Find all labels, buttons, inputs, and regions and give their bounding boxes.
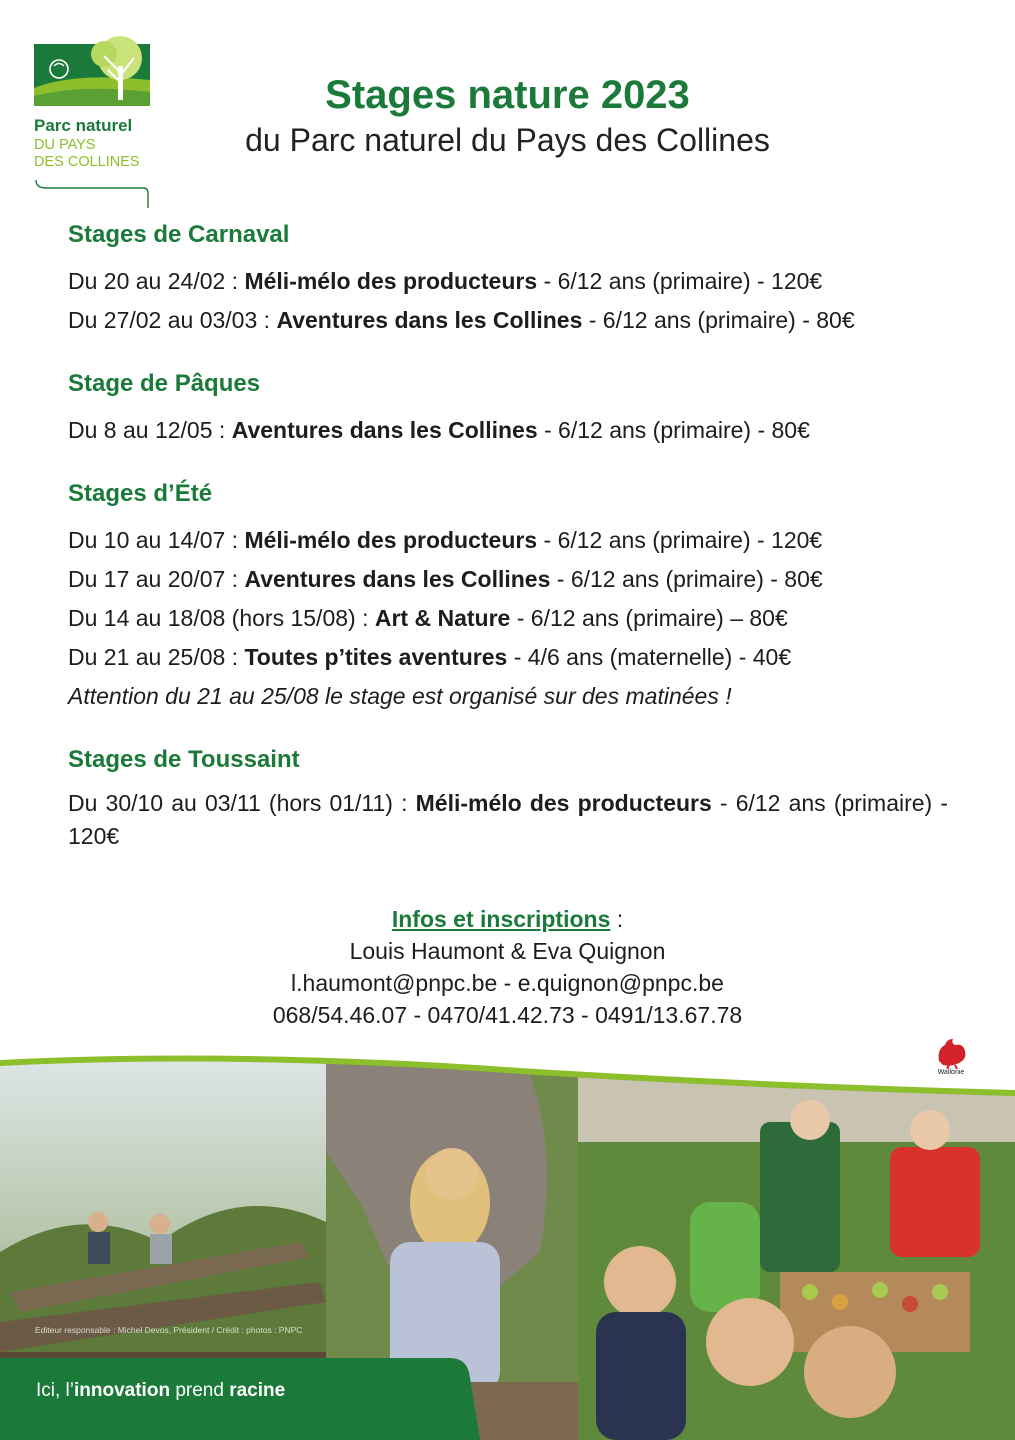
stage-details: - 6/12 ans (primaire) - 120€ — [68, 790, 948, 849]
stage-line — [68, 411, 948, 450]
stage-details: - 6/12 ans (primaire) - 120€ — [537, 268, 823, 294]
stage-name: Méli-mélo des producteurs — [415, 790, 712, 816]
infos-heading-suffix: : — [610, 906, 624, 932]
section-title: Stages d’Été — [68, 480, 213, 507]
slogan-text — [36, 1380, 285, 1402]
contact-phones: 068/54.46.07 - 0470/41.42.73 - 0491/13.67.78 — [272, 1002, 743, 1028]
stage-name: Méli-mélo des producteurs — [244, 268, 538, 294]
slogan-part: Ici, l’ — [36, 1380, 74, 1401]
stage-details: - 6/12 ans (primaire) - 80€ — [550, 566, 823, 592]
stage-dates: Du 10 au 14/07 : — [68, 527, 245, 553]
section-title: Stage de Pâques — [68, 370, 261, 397]
section-carnaval — [68, 220, 948, 340]
page-title: Stages nature 2023 — [325, 73, 690, 117]
stage-details: - 4/6 ans (maternelle) - 40€ — [507, 644, 792, 670]
infos-heading-link[interactable]: Infos et inscriptions — [391, 906, 611, 932]
stage-name: Aventures dans les Collines — [276, 307, 583, 333]
logo-line-3: DES COLLINES — [34, 154, 140, 170]
stage-note: Attention du 21 au 25/08 le stage est organisé sur des matinées ! — [68, 683, 732, 709]
stage-dates: Du 17 au 20/07 : — [68, 566, 245, 592]
stage-line — [68, 560, 948, 599]
stage-line — [68, 599, 948, 638]
stage-name: Art & Nature — [374, 605, 511, 631]
slogan-part: racine — [229, 1380, 286, 1401]
stage-name: Aventures dans les Collines — [244, 566, 551, 592]
section-title: Stages de Toussaint — [68, 746, 300, 773]
infos-heading-row — [0, 903, 1015, 935]
contact-emails[interactable]: l.haumont@pnpc.be - e.quignon@pnpc.be — [291, 970, 724, 996]
stage-dates: Du 30/10 au 03/11 (hors 01/11) : — [68, 790, 416, 816]
stage-details: - 6/12 ans (primaire) - 120€ — [537, 527, 823, 553]
stage-name: Méli-mélo des producteurs — [244, 527, 538, 553]
rooster-icon — [929, 1035, 973, 1069]
stage-dates: Du 21 au 25/08 : — [68, 644, 245, 670]
stage-details: - 6/12 ans (primaire) – 80€ — [510, 605, 788, 631]
wallonie-label: Wallonie — [937, 1069, 965, 1076]
section-paques — [68, 369, 948, 450]
section-toussaint — [68, 745, 948, 853]
slogan-part: innovation — [74, 1380, 171, 1401]
logo-underline-icon — [34, 170, 152, 210]
logo-line-1: Parc naturel — [34, 116, 133, 135]
photo-apple-workshop — [578, 1052, 1015, 1440]
stage-line — [68, 638, 948, 677]
stage-line — [68, 301, 948, 340]
stage-line — [68, 787, 948, 853]
stage-name: Aventures dans les Collines — [231, 417, 538, 443]
contact-names: Louis Haumont & Eva Quignon — [349, 938, 666, 964]
stage-line — [68, 521, 948, 560]
stage-name: Toutes p’tites aventures — [244, 644, 508, 670]
stage-details: - 6/12 ans (primaire) - 80€ — [582, 307, 855, 333]
contact-info — [0, 903, 1015, 1031]
stages-list — [68, 220, 948, 882]
logo-line-2: DU PAYS — [34, 137, 96, 153]
section-title: Stages de Carnaval — [68, 221, 290, 248]
stage-details: - 6/12 ans (primaire) - 80€ — [537, 417, 810, 443]
page-subtitle: du Parc naturel du Pays des Collines — [245, 122, 770, 158]
stage-line — [68, 262, 948, 301]
publisher-credit: Editeur responsable : Michel Devos, Président / Crédit : photos : PNPC — [35, 1325, 303, 1335]
stage-dates: Du 8 au 12/05 : — [68, 417, 232, 443]
stage-dates: Du 27/02 au 03/03 : — [68, 307, 277, 333]
stage-dates: Du 20 au 24/02 : — [68, 268, 245, 294]
slogan-part: prend — [170, 1380, 230, 1401]
section-ete — [68, 479, 948, 716]
stage-dates: Du 14 au 18/08 (hors 15/08) : — [68, 605, 375, 631]
wallonie-logo — [929, 1035, 973, 1079]
